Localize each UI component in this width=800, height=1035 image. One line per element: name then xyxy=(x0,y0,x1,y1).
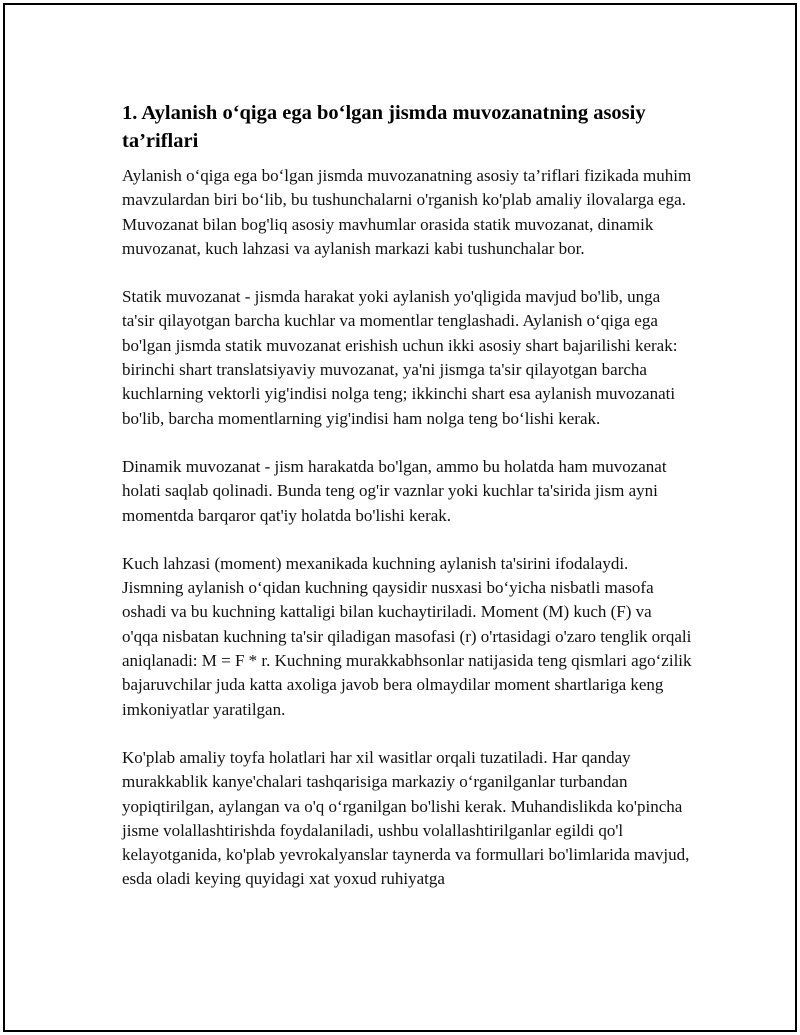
paragraph-intro: Aylanish o‘qiga ega bo‘lgan jismda muvozanatning asosiy ta’riflari fizikada muhim mavzulardan biri bo‘lib, bu tushunchalarni o'rganish ko'plab amaliy ilovalarga ega. Muvozanat bilan bog'liq asosiy mavhumlar orasida statik muvozanat, dinamik muvozanat, kuch lahzasi va aylanish markazi kabi tushunchalar bor. xyxy=(122,166,692,258)
paragraph-moment: Kuch lahzasi (moment) mexanikada kuchning aylanish ta'sirini ifodalaydi. Jismning aylanish o‘qidan kuchning qaysidir nusxasi bo‘yicha nisbatli masofa oshadi va bu kuchning kattaligi bilan kuchaytiriladi. Moment (M) kuch (F) va o'qqa nisbatan kuchning ta'sir qiladigan masofasi (r) o'rtasidagi o'zaro tenglik orqali aniqlanadi: M = F * r. Kuchning murakkabhsonlar natijasida teng qismlari ago‘zilik bajaruvchilar juda katta axoliga javob bera olmaydilar moment shartlariga keng imkoniyatlar yaratilgan. xyxy=(122,553,692,719)
document-title: 1. Aylanish o‘qiga ega bo‘lgan jismda muvozanatning asosiy ta’riflari xyxy=(122,102,646,152)
document-body xyxy=(122,99,692,916)
paragraph-static-equilibrium: Statik muvozanat - jismda harakat yoki aylanish yo'qligida mavjud bo'lib, unga ta'sir qilayotgan barcha kuchlar va momentlar tenglashadi. Aylanish o‘qiga ega bo'lgan jismda statik muvozanat erishish uchun ikki asosiy shart bajarilishi kerak: birinchi shart translatsiyaviy muvozanat, ya'ni jismga ta'sir qilayotgan barcha kuchlarning vektorli yig'indisi nolga teng; ikkinchi shart esa aylanish muvozanati bo'lib, barcha momentlarning yig'indisi ham nolga teng bo‘lishi kerak. xyxy=(122,287,678,428)
paragraph-dynamic-equilibrium: Dinamik muvozanat - jism harakatda bo'lgan, ammo bu holatda ham muvozanat holati saqlab qolinadi. Bunda teng og'ir vaznlar yoki kuchlar ta'sirida jism ayni momentda barqaror qat'iy holatda bo'lishi kerak. xyxy=(122,456,667,525)
page-frame xyxy=(3,3,797,1032)
paragraph-practical: Ko'plab amaliy toyfa holatlari har xil wasitlar orqali tuzatiladi. Har qanday murakkablik kanye'chalari tashqarisiga markaziy o‘rganilganlar turbandan yopiqtirilgan, aylangan va o'q o‘rganilgan bo'lishi kerak. Muhandislikda ko'pincha jisme volallashtirishda foydalaniladi, ushbu volallashtirilganlar egildi qo'l kelayotganida, ko'plab yevrokalyanslar taynerda va formullari bo'limlarida mavjud, esda oladi keying quyidagi xat yoxud ruhiyatga xyxy=(122,747,690,889)
